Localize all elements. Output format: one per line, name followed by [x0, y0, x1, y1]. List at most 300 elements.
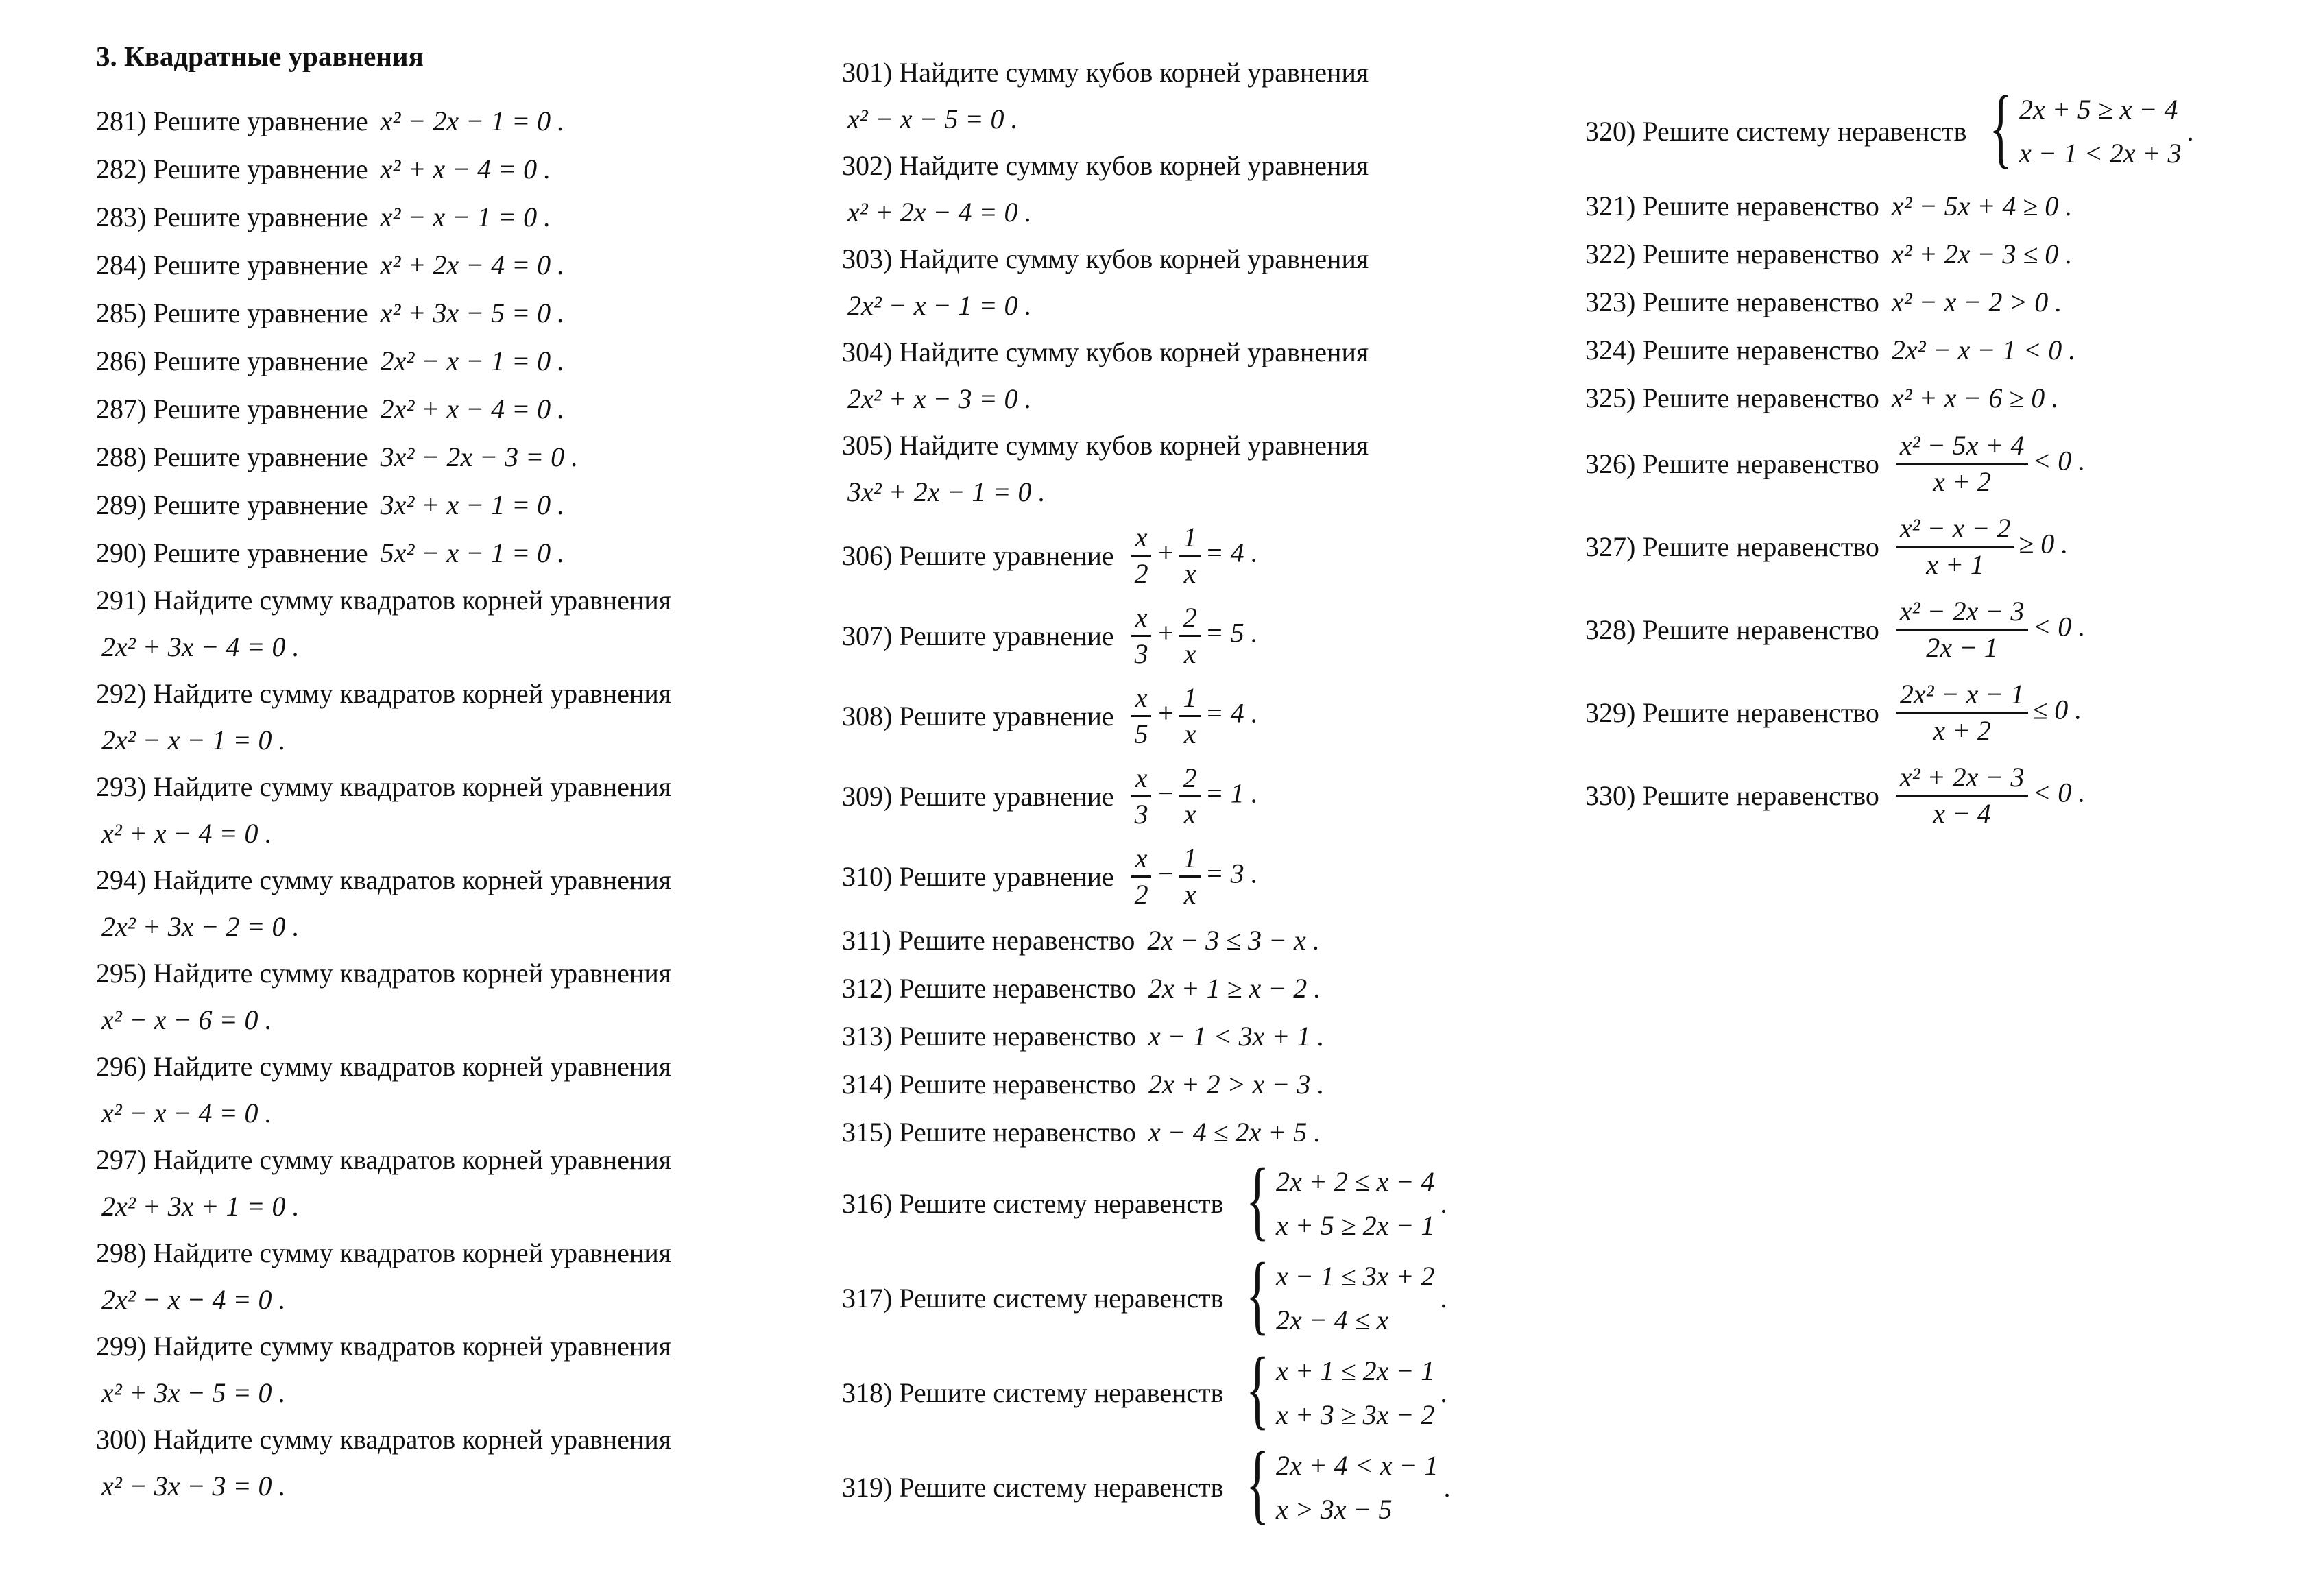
problem-item	[842, 236, 1528, 329]
problem-number: 307)	[842, 620, 893, 651]
denominator: x + 2	[1933, 466, 1991, 497]
problem-number: 325)	[1585, 383, 1636, 413]
right-hand-side: < 0 .	[2032, 611, 2086, 642]
fraction	[1179, 681, 1201, 751]
problem-inequality	[1892, 760, 2085, 831]
system-lines	[1276, 1160, 1434, 1248]
problem-text	[96, 1331, 671, 1362]
problem-text	[842, 430, 1369, 461]
problem-statement: Решите неравенство	[899, 1021, 1136, 1052]
denominator: x	[1183, 638, 1196, 669]
numerator: 2	[1179, 761, 1201, 797]
problem-number: 294)	[96, 864, 147, 895]
problem-equation: 3x² + x − 1 = 0 .	[380, 489, 565, 520]
problem-inequality	[1892, 677, 2082, 748]
problem-equation: 2x − 3 ≤ 3 − x .	[1147, 925, 1320, 956]
problem-item	[842, 49, 1528, 143]
problem-number: 295)	[96, 958, 147, 989]
problem-number: 303)	[842, 243, 893, 274]
fraction	[1131, 520, 1153, 591]
denominator: 2x − 1	[1926, 632, 1998, 663]
problem-equation: x² − x − 5 = 0 .	[847, 104, 1018, 134]
problem-number: 320)	[1585, 116, 1636, 147]
problem-statement: Решите неравенство	[1642, 191, 1879, 221]
fraction	[1179, 601, 1201, 671]
problem-equation: x² − x − 1 = 0 .	[380, 202, 551, 232]
problem-equation: 5x² − x − 1 = 0 .	[380, 537, 565, 568]
period: .	[1440, 1188, 1447, 1219]
problem-equation	[1127, 681, 1258, 751]
system-line-2: 2x − 4 ≤ x	[1275, 1305, 1389, 1335]
period: .	[1440, 1377, 1447, 1408]
problem-number: 327)	[1585, 531, 1636, 562]
denominator: x	[1183, 879, 1196, 910]
problem-number: 284)	[96, 250, 147, 280]
problem-statement: Решите неравенство	[1642, 531, 1879, 562]
problem-statement: Решите уравнение	[153, 106, 368, 136]
problem-item	[842, 1245, 1528, 1346]
problem-number: 302)	[842, 150, 893, 181]
problem-text	[96, 1424, 671, 1455]
problem-equation: 2x² + 3x − 4 = 0 .	[101, 631, 300, 662]
problem-statement: Найдите сумму кубов корней уравнения	[899, 337, 1369, 367]
numerator: x	[1131, 761, 1152, 797]
problem-text	[96, 678, 671, 709]
problem-number: 315)	[842, 1117, 893, 1148]
problem-number: 321)	[1585, 191, 1636, 221]
problem-number: 297)	[96, 1144, 147, 1175]
problem-list-cubes	[842, 49, 1528, 516]
problem-number: 311)	[842, 925, 891, 956]
problem-statement: Решите уравнение	[153, 154, 368, 184]
problem-statement: Найдите сумму квадратов корней уравнения	[153, 678, 672, 709]
numerator: x	[1131, 520, 1152, 557]
problem-number: 305)	[842, 430, 893, 461]
problem-equation: x² + 2x − 4 = 0 .	[380, 250, 565, 280]
problem-statement: Решите неравенство	[1642, 448, 1879, 479]
problem-list-systems	[842, 1150, 1528, 1535]
right-hand-side: = 4 .	[1205, 537, 1258, 568]
numerator: x	[1131, 681, 1152, 717]
problem-statement: Найдите сумму кубов корней уравнения	[899, 243, 1369, 274]
problem-equation: x² + x − 6 ≥ 0 .	[1891, 383, 2059, 413]
problem-statement: Решите уравнение	[153, 442, 368, 472]
right-hand-side: = 3 .	[1205, 858, 1258, 889]
problem-number: 289)	[96, 489, 147, 520]
problem-item	[96, 529, 823, 577]
problem-equation: 3x² + 2x − 1 = 0 .	[847, 476, 1046, 507]
problem-item	[842, 965, 1528, 1013]
problem-inequality	[1892, 594, 2085, 665]
problem-equation: x² − x − 4 = 0 .	[101, 1098, 272, 1128]
problem-statement: Решите неравенство	[1642, 614, 1879, 645]
problem-equation: 2x + 2 > x − 3 .	[1148, 1069, 1325, 1100]
problem-item	[842, 1061, 1528, 1109]
denominator: 2	[1134, 879, 1148, 910]
operator: −	[1156, 858, 1175, 889]
problem-statement: Решите уравнение	[153, 346, 368, 376]
problem-list-fractions	[842, 516, 1528, 917]
problem-number: 300)	[96, 1424, 147, 1455]
problem-equation: x² + 2x − 4 = 0 .	[847, 197, 1032, 228]
problem-equation: x² + 2x − 3 ≤ 0 .	[1891, 239, 2073, 269]
problem-equation: x² + x − 4 = 0 .	[101, 818, 272, 849]
problem-statement: Найдите сумму кубов корней уравнения	[899, 430, 1369, 461]
system-line-1: x + 1 ≤ 2x − 1	[1275, 1355, 1435, 1386]
problem-statement: Найдите сумму кубов корней уравнения	[899, 150, 1369, 181]
problem-number: 319)	[842, 1472, 893, 1503]
problem-item	[1585, 754, 2271, 837]
system-lines	[2019, 88, 2181, 176]
problem-statement: Решите систему неравенств	[899, 1472, 1224, 1503]
problem-list-system-320	[1585, 78, 2271, 182]
problem-text	[1585, 326, 1879, 374]
problem-text	[96, 771, 671, 802]
problem-number: 287)	[96, 394, 147, 424]
problem-inequality	[1892, 428, 2085, 499]
problem-equation: x² − x − 2 > 0 .	[1891, 287, 2062, 317]
problem-number: 318)	[842, 1377, 893, 1408]
problem-number: 326)	[1585, 448, 1636, 479]
system-line-2: x + 3 ≥ 3x − 2	[1275, 1399, 1435, 1430]
problem-equation: 2x² + x − 3 = 0 .	[847, 383, 1032, 414]
denominator: x	[1183, 718, 1196, 749]
problem-number: 330)	[1585, 779, 1636, 811]
problem-text	[96, 1144, 671, 1175]
problem-number: 296)	[96, 1051, 147, 1082]
numerator: 2	[1179, 601, 1201, 637]
system-line-1: x − 1 ≤ 3x + 2	[1275, 1261, 1435, 1292]
problem-statement: Решите неравенство	[1642, 239, 1879, 269]
system-lines	[1276, 1255, 1434, 1342]
problem-statement: Решите уравнение	[153, 394, 368, 424]
problem-list-rational-inequalities	[1585, 422, 2271, 837]
problem-number: 310)	[842, 860, 893, 892]
fraction	[1896, 594, 2028, 665]
problem-text	[96, 1237, 671, 1268]
problem-text	[842, 243, 1369, 274]
numerator: 1	[1179, 841, 1201, 878]
inequality-system	[1236, 1245, 1447, 1344]
problem-text	[96, 337, 368, 385]
problem-equation: 2x² − x − 1 = 0 .	[101, 725, 286, 755]
right-hand-side: < 0 .	[2032, 445, 2086, 476]
problem-equation: 2x² + 3x − 2 = 0 .	[101, 911, 300, 942]
problem-text	[842, 57, 1369, 88]
problem-item	[842, 516, 1528, 596]
problem-statement: Решите уравнение	[153, 298, 368, 328]
system-line-1: 2x + 5 ≥ x − 4	[2019, 94, 2178, 125]
period: .	[1440, 1283, 1447, 1314]
denominator: 5	[1134, 718, 1148, 749]
problem-number: 304)	[842, 337, 893, 367]
problem-statement: Найдите сумму квадратов корней уравнения	[153, 771, 672, 802]
problem-item	[1585, 230, 2271, 278]
problem-text	[842, 1013, 1136, 1061]
inequality-system	[1979, 78, 2194, 177]
problem-item	[1585, 374, 2271, 422]
problem-equation: 2x² − x − 1 = 0 .	[380, 346, 565, 376]
problem-text	[842, 337, 1369, 367]
problem-list-inequalities	[842, 917, 1528, 1157]
problem-statement: Решите неравенство	[1642, 335, 1879, 365]
problem-statement: Найдите сумму квадратов корней уравнения	[153, 1237, 672, 1268]
denominator: x + 2	[1933, 715, 1991, 746]
problem-item	[1585, 78, 2271, 182]
problem-equation: x² + 3x − 5 = 0 .	[380, 298, 565, 328]
problem-list-1	[96, 97, 823, 1510]
fraction	[1896, 428, 2028, 499]
problem-text	[96, 529, 368, 577]
problem-equation: x² − 3x − 3 = 0 .	[101, 1471, 286, 1501]
numerator: x² + 2x − 3	[1896, 760, 2028, 797]
problem-number: 288)	[96, 442, 147, 472]
system-lines	[1276, 1444, 1438, 1532]
fraction	[1131, 601, 1153, 671]
fraction	[1131, 681, 1153, 751]
problem-item	[96, 193, 823, 241]
problem-number: 308)	[842, 700, 893, 732]
problem-number: 298)	[96, 1237, 147, 1268]
right-hand-side: = 1 .	[1205, 777, 1258, 809]
problem-item	[96, 289, 823, 337]
denominator: 3	[1134, 638, 1148, 669]
brace-icon: {	[1245, 1434, 1269, 1533]
problem-item	[96, 577, 823, 670]
problem-statement: Решите неравенство	[1642, 697, 1879, 728]
column-1	[96, 36, 823, 1510]
problem-item	[842, 836, 1528, 917]
problem-statement: Решите неравенство	[897, 925, 1135, 956]
fraction	[1896, 760, 2028, 831]
problem-number: 282)	[96, 154, 147, 184]
problem-number: 314)	[842, 1069, 893, 1100]
problem-text	[96, 193, 368, 241]
problem-statement: Найдите сумму кубов корней уравнения	[899, 57, 1369, 88]
problem-statement: Решите систему неравенств	[899, 1188, 1224, 1219]
problem-number: 290)	[96, 537, 147, 568]
problem-number: 293)	[96, 771, 147, 802]
problem-statement: Найдите сумму квадратов корней уравнения	[153, 958, 672, 989]
problem-number: 283)	[96, 202, 147, 232]
problem-equation: 2x + 1 ≥ x − 2 .	[1148, 973, 1321, 1004]
problem-number: 328)	[1585, 614, 1636, 645]
problem-statement: Решите уравнение	[153, 250, 368, 280]
problem-item	[842, 1340, 1528, 1440]
problem-equation	[1127, 841, 1258, 912]
numerator: x² − x − 2	[1896, 511, 2014, 548]
problem-statement: Решите неравенство	[1642, 383, 1879, 413]
problem-equation: x² + x − 4 = 0 .	[380, 154, 551, 184]
column-2	[842, 49, 1528, 1535]
problem-equation: x² − 2x − 1 = 0 .	[380, 106, 565, 136]
problem-text	[1585, 374, 1879, 422]
problem-item	[96, 241, 823, 289]
problem-statement: Решите уравнение	[153, 489, 368, 520]
problem-equation	[1127, 520, 1258, 591]
problem-item	[1585, 671, 2271, 754]
problem-item	[96, 97, 823, 145]
right-hand-side: = 5 .	[1205, 617, 1258, 649]
problem-equation: 2x² − x − 1 < 0 .	[1891, 335, 2076, 365]
problem-item	[842, 756, 1528, 836]
brace-icon: {	[1988, 78, 2012, 177]
problem-equation	[1127, 601, 1258, 671]
problem-item	[96, 385, 823, 433]
right-hand-side: = 4 .	[1205, 697, 1258, 729]
problem-equation: 2x² + 3x + 1 = 0 .	[101, 1191, 300, 1222]
problem-equation: x − 1 < 3x + 1 .	[1148, 1021, 1325, 1052]
problem-statement: Решите уравнение	[899, 860, 1114, 892]
problem-text	[96, 241, 368, 289]
problem-item	[96, 1230, 823, 1323]
problem-item	[1585, 505, 2271, 588]
problem-statement: Решите уравнение	[153, 202, 368, 232]
problem-statement: Решите уравнение	[899, 700, 1114, 732]
problem-statement: Решите уравнение	[899, 540, 1114, 571]
operator: −	[1156, 777, 1175, 809]
problem-number: 313)	[842, 1021, 893, 1052]
problem-text	[96, 145, 368, 193]
problem-statement: Найдите сумму квадратов корней уравнения	[153, 1051, 672, 1082]
problem-statement: Найдите сумму квадратов корней уравнения	[153, 1424, 672, 1455]
numerator: 1	[1179, 681, 1201, 717]
problem-equation: 2x² − x − 4 = 0 .	[101, 1284, 286, 1315]
operator: +	[1156, 537, 1175, 568]
problem-item	[96, 1416, 823, 1510]
problem-list-quadratic-inequalities	[1585, 182, 2271, 422]
brace-icon: {	[1245, 1150, 1269, 1249]
problem-statement: Решите уравнение	[153, 537, 368, 568]
right-hand-side: < 0 .	[2032, 777, 2086, 808]
problem-text	[96, 385, 368, 433]
problem-item	[96, 1323, 823, 1416]
problem-statement: Найдите сумму квадратов корней уравнения	[153, 864, 672, 895]
problem-text	[842, 1109, 1136, 1157]
problem-item	[842, 422, 1528, 516]
problem-text	[96, 481, 368, 529]
operator: +	[1156, 617, 1175, 649]
problem-number: 309)	[842, 780, 893, 812]
problem-equation: 2x² + x − 4 = 0 .	[380, 394, 565, 424]
system-lines	[1276, 1349, 1434, 1437]
problem-text	[1585, 278, 1879, 326]
fraction	[1179, 761, 1201, 832]
problem-number: 322)	[1585, 239, 1636, 269]
column-3	[1585, 78, 2271, 837]
period: .	[1443, 1472, 1451, 1503]
problem-statement: Найдите сумму квадратов корней уравнения	[153, 1144, 672, 1175]
problem-statement: Найдите сумму квадратов корней уравнения	[153, 1331, 672, 1362]
problem-text	[96, 289, 368, 337]
problem-equation: x² − 5x + 4 ≥ 0 .	[1891, 191, 2073, 221]
problem-item	[96, 481, 823, 529]
problem-number: 299)	[96, 1331, 147, 1362]
problem-item	[842, 143, 1528, 236]
problem-text	[842, 917, 1135, 965]
operator: +	[1156, 697, 1175, 729]
problem-item	[1585, 326, 2271, 374]
problem-item	[96, 1043, 823, 1137]
problem-number: 301)	[842, 57, 893, 88]
system-line-2: x > 3x − 5	[1275, 1494, 1393, 1525]
problem-statement: Решите неравенство	[899, 973, 1136, 1004]
problem-statement: Решите систему неравенств	[899, 1283, 1224, 1314]
problem-number: 292)	[96, 678, 147, 709]
period: .	[2186, 116, 2194, 147]
problem-number: 329)	[1585, 697, 1636, 728]
denominator: x	[1183, 799, 1196, 830]
problem-number: 312)	[842, 973, 893, 1004]
problem-text	[842, 1061, 1136, 1109]
problem-item	[842, 1013, 1528, 1061]
fraction	[1896, 511, 2014, 582]
problem-equation: x² − x − 6 = 0 .	[101, 1004, 272, 1035]
problem-item	[842, 676, 1528, 756]
system-line-1: 2x + 2 ≤ x − 4	[1275, 1166, 1435, 1197]
numerator: 1	[1179, 520, 1201, 557]
problem-statement: Решите уравнение	[899, 780, 1114, 812]
problem-item	[1585, 278, 2271, 326]
problem-item	[96, 857, 823, 950]
problem-item	[96, 764, 823, 857]
problem-item	[842, 596, 1528, 676]
problem-text	[96, 585, 671, 616]
problem-item	[1585, 182, 2271, 230]
problem-number: 317)	[842, 1283, 893, 1314]
inequality-system	[1236, 1340, 1447, 1438]
problem-equation: 2x² − x − 1 = 0 .	[847, 290, 1032, 321]
problem-item	[842, 1150, 1528, 1251]
problem-item	[96, 433, 823, 481]
inequality-system	[1236, 1434, 1451, 1533]
problem-item	[1585, 422, 2271, 505]
problem-text	[96, 958, 671, 989]
right-hand-side: ≥ 0 .	[2019, 528, 2069, 559]
denominator: 3	[1134, 799, 1148, 830]
problem-equation: x − 4 ≤ 2x + 5 .	[1148, 1117, 1321, 1148]
problem-text	[96, 97, 368, 145]
problem-equation: x² + 3x − 5 = 0 .	[101, 1377, 286, 1408]
problem-text	[842, 965, 1136, 1013]
problem-item	[96, 670, 823, 764]
problem-number: 291)	[96, 585, 147, 616]
problem-statement: Решите неравенство	[899, 1069, 1136, 1100]
system-line-2: x + 5 ≥ 2x − 1	[1275, 1210, 1435, 1241]
problem-item	[842, 329, 1528, 422]
problem-item	[842, 1434, 1528, 1535]
brace-icon: {	[1245, 1245, 1269, 1344]
problem-number: 323)	[1585, 287, 1636, 317]
fraction	[1179, 520, 1201, 591]
denominator: x	[1183, 558, 1196, 589]
problem-text	[1585, 230, 1879, 278]
problem-number: 286)	[96, 346, 147, 376]
problem-number: 324)	[1585, 335, 1636, 365]
problem-statement: Решите систему неравенств	[899, 1377, 1224, 1408]
problem-statement: Найдите сумму квадратов корней уравнения	[153, 585, 672, 616]
brace-icon: {	[1245, 1340, 1269, 1438]
problem-statement: Решите уравнение	[899, 620, 1114, 651]
problem-text	[842, 150, 1369, 181]
problem-item	[1585, 588, 2271, 671]
system-line-2: x − 1 < 2x + 3	[2019, 138, 2182, 169]
problem-text	[1585, 182, 1879, 230]
problem-number: 285)	[96, 298, 147, 328]
problem-item	[842, 1109, 1528, 1157]
denominator: x + 1	[1926, 549, 1984, 580]
denominator: x − 4	[1933, 798, 1991, 829]
